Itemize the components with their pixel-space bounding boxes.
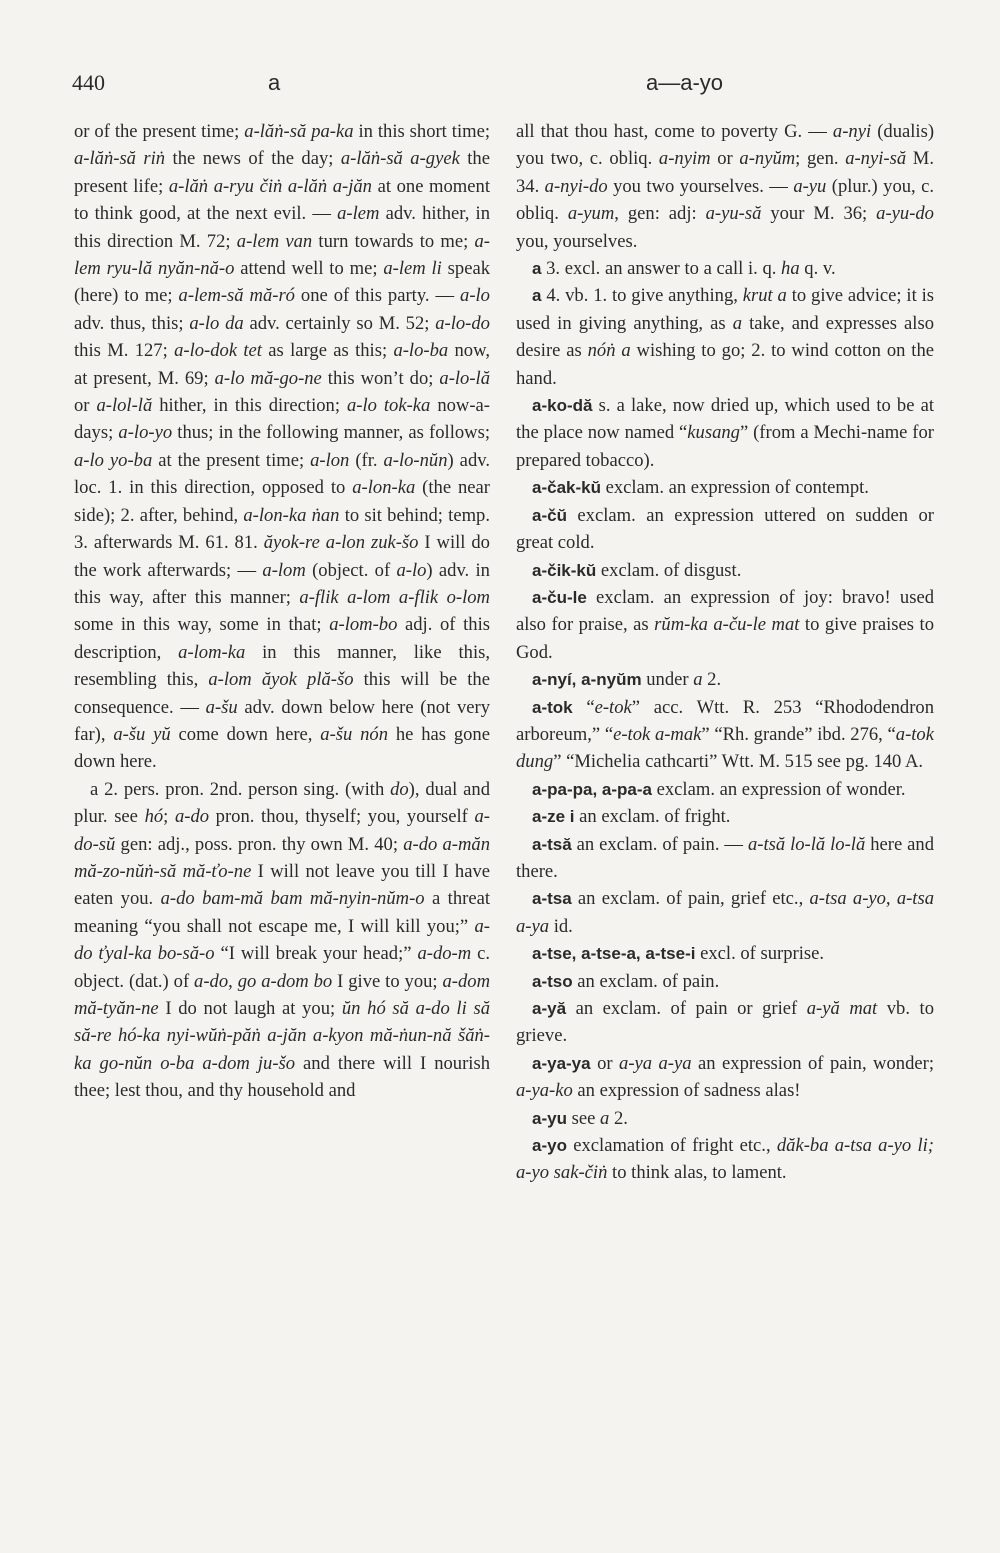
- entry-a-pa-pa: a-pa-pa, a-pa-a exclam. an expression of wonder.: [532, 778, 906, 800]
- entry-a-tsa-1: a-tsă an exclam. of pain. — a-tsă lo-lă lo-lă here and there.: [516, 833, 934, 882]
- entry-a-cu: a-čŭ exclam. an expression uttered on sudden or great cold.: [516, 504, 934, 554]
- header-range: a—a-yo: [646, 70, 724, 95]
- page-number: 440: [72, 70, 105, 95]
- entry-a-cu-le: a-ču-le exclam. an expression of joy: bravo! used also for praise, as rŭm-ka a-ču-le mat to give praises to God.: [516, 586, 934, 663]
- entry-a-ya-ya: a-ya-ya or a-ya a-ya an expression of pain, wonder; a-ya-ko an expression of sadness alas!: [516, 1052, 934, 1102]
- entry-continuation: or of the present time; a-lăṅ-să pa-ka in this short time; a-lăṅ-să riṅ the news of the day; a-lăṅ-să a-gyek the present life; a-lăṅ a-ryu čiṅ a-lăṅ a-jăn at one moment to think good, at the next evil. — a-lem adv. hither, in this direction M. 72; a-lem van turn towards to me; a-lem ryu-lă nyăn-nă-o attend well to me; a-lem li speak (here) to me; a-lem-să mă-ró one of this party. — a-lo adv. thus, this; a-lo da adv. certainly so M. 52; a-lo-do this M. 127; a-lo-dok tet as large as this; a-lo-ba now, at present, M. 69; a-lo mă-go-ne this won’t do; a-lo-lă or a-lol-lă hither, in this direction; a-lo tok-ka now-a-days; a-lo-yo thus; in the following manner, as follows; a-lo yo-ba at the present time; a-lon (fr. a-lo-nŭn) adv. loc. 1. in this direction, opposed to a-lon-ka (the near side); 2. after, behind, a-lon-ka ṅan to sit behind; temp. 3. afterwards M. 61. 81. ăyok-re a-lon zuk-šo I will do the work afterwards; — a-lom (object. of a-lo) adv. in this way, after this manner; a-flik a-lom a-flik o-lom some in this way, some in that; a-lom-bo adj. of this description, a-lom-ka in this manner, like this, resembling this, a-lom ăyok plă-šo this will be the consequence. — a-šu adv. down below here (not very far), a-šu yŭ come down here, a-šu nón he has gone down here.: [74, 121, 491, 773]
- entry-continuation-right: all that thou hast, come to poverty G. — a-nyi (dualis) you two, c. obliq. a-nyim or a-nyŭm; gen. a-nyi-să M. 34. a-nyi-do you two yourselves. — a-yu (plur.) you, c. obliq. a-yum, gen: adj: a-yu-să your M. 36; a-yu-do you, yourselves.: [516, 121, 935, 252]
- entry-a-nyi: a-nyí, a-nyŭm under a 2.: [532, 669, 722, 691]
- entry-a-yo: a-yo exclamation of fright etc., dăk-ba a-tsa a-yo li; a-yo sak-čiṅ to think alas, to lament.: [516, 1135, 934, 1184]
- entry-a-ze-i: a-ze i an exclam. of fright.: [532, 806, 731, 828]
- entry-a-cik-ku: a-čik-kŭ exclam. of disgust.: [532, 559, 742, 581]
- entry-a-tso: a-tso an exclam. of pain.: [532, 970, 720, 992]
- entry-a-ya: a-yă an exclam. of pain or grief a-yă mat vb. to grieve.: [516, 998, 934, 1047]
- entry-a-ko-da: a-ko-dă s. a lake, now dried up, which used to be at the place now named “kusang” (from a Mechi-name for prepared tobacco).: [516, 395, 934, 471]
- header-letter: a: [268, 70, 281, 95]
- entry-a-yu: a-yu see a 2.: [532, 1107, 628, 1129]
- entry-a-3: a 3. excl. an answer to a call i. q. ha q. v.: [532, 258, 836, 280]
- right-column: [516, 118, 934, 1187]
- left-column: [74, 118, 490, 1105]
- entry-a-2: a 2. pers. pron. 2nd. person sing. (with do), dual and plur. see hó; a-do pron. thou, thyself; you, yourself a-do-sŭ gen: adj., poss. pron. thy own M. 40; a-do a-măn mă-zo-nŭṅ-să mă-ťo-ne I will not leave you till I have eaten you. a-do bam-mă bam mă-nyin-nŭm-o a threat meaning “you shall not escape me, I will kill you;” a-do ťyal-ka bo-să-o “I will break your head;” a-do-m c. object. (dat.) of a-do, go a-dom bo I give to you; a-dom mă-tyăn-ne I do not laugh at you; ŭn hó să a-do li să să-re hó-ka nyi-wŭṅ-păṅ a-jăn a-kyon mă-ṅun-nă šăṅ-ka go-nŭn o-ba a-dom ju-šo and there will I nourish thee; lest thou, and thy household and: [74, 778, 491, 1102]
- entry-a-tok: a-tok “e-tok” acc. Wtt. R. 253 “Rhododendron arboreum,” “e-tok a-mak” “Rh. grande” ibd. 276, “a-tok dung” “Michelia cathcarti” Wtt. M. 515 see pg. 140 A.: [516, 696, 934, 773]
- entry-a-tsa-2: a-tsa an exclam. of pain, grief etc., a-tsa a-yo, a-tsa a-ya id.: [516, 888, 935, 937]
- entry-a-tse: a-tse, a-tse-a, a-tse-i excl. of surprise.: [532, 943, 825, 965]
- entry-a-4: a 4. vb. 1. to give anything, krut a to give advice; it is used in giving anything, as a take, and expresses also desire as nóṅ a wishing to go; 2. to wind cotton on the hand.: [516, 285, 935, 389]
- entry-a-cak-ku: a-čak-kŭ exclam. an expression of contempt.: [532, 477, 869, 499]
